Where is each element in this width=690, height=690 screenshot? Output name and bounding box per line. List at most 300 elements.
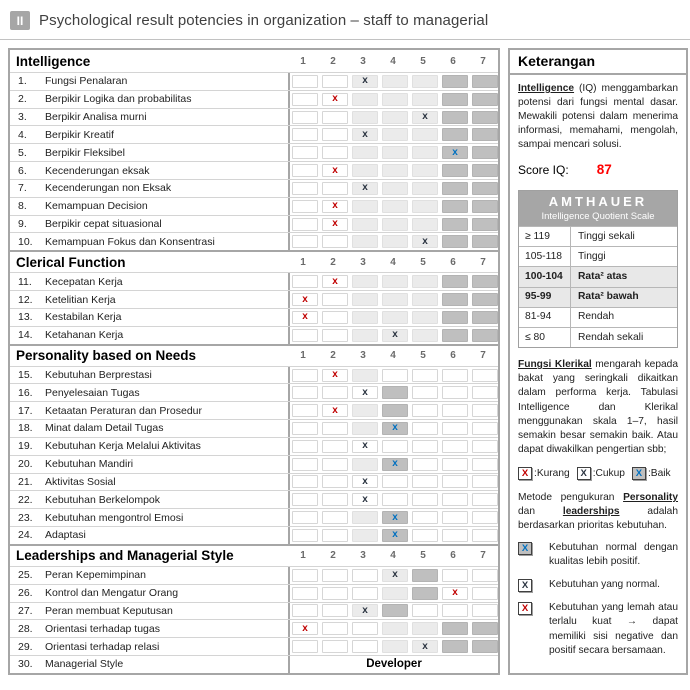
scale-column-header: 5 [420, 55, 426, 67]
rating-grid [288, 162, 498, 179]
rating-cell [352, 128, 378, 141]
row-number: 13. [18, 311, 33, 324]
page-title: Psychological result potencies in organization – staff to managerial [39, 12, 489, 29]
red-x-mark: x [332, 164, 338, 176]
iq-range-label: Rata² bawah [578, 291, 639, 303]
rating-cell [322, 369, 348, 382]
black-x-box-icon: X [518, 579, 532, 592]
row-number: 25. [18, 569, 33, 582]
table-row [10, 108, 498, 126]
rating-cell [382, 93, 408, 106]
blue-x-mark: x [452, 146, 458, 158]
row-number: 14. [18, 329, 33, 342]
rating-cell [472, 569, 498, 582]
main-content [0, 48, 690, 675]
rating-cell [352, 75, 378, 88]
rating-grid [288, 585, 498, 602]
row-label: Kecenderungan eksak [45, 164, 150, 177]
rating-grid [288, 91, 498, 108]
blue-x-mark: x [392, 422, 398, 434]
rating-cell [412, 640, 438, 653]
amthauer-scale-table [518, 190, 678, 348]
rating-cell [382, 235, 408, 248]
rating-grid [288, 474, 498, 491]
row-number: 8. [18, 200, 27, 213]
red-x-box-icon: X [518, 602, 532, 615]
rating-cell [412, 111, 438, 124]
rating-cell [322, 604, 348, 617]
rating-grid [288, 438, 498, 455]
rating-cell [412, 604, 438, 617]
rating-cell [442, 386, 468, 399]
legend-label: :Baik [647, 467, 671, 479]
rating-cell [292, 587, 318, 600]
scale-column-header: 2 [330, 350, 336, 362]
rating-cell [352, 275, 378, 288]
red-x-mark: x [332, 275, 338, 287]
blue-x-mark: x [392, 458, 398, 470]
rating-grid [288, 291, 498, 308]
rating-cell [442, 511, 468, 524]
rating-cell [352, 164, 378, 177]
rating-grid [288, 233, 498, 250]
table-row [10, 473, 498, 491]
rating-cell [382, 493, 408, 506]
table-row [10, 272, 498, 290]
row-label: Kebutuhan Kerja Melalui Aktivitas [45, 440, 201, 453]
rating-cell [292, 75, 318, 88]
iq-range: 95-99 [519, 288, 571, 307]
table-row [10, 232, 498, 250]
rating-cell [382, 164, 408, 177]
rating-grid [288, 603, 498, 620]
rating-cell [382, 75, 408, 88]
row-number: 17. [18, 404, 33, 417]
rating-cell [442, 604, 468, 617]
table-row [10, 72, 498, 90]
red-x-mark: x [302, 293, 308, 305]
scale-column-header: 3 [360, 55, 366, 67]
rating-cell [442, 200, 468, 213]
scale-mark-legend [518, 467, 678, 481]
scale-column-headers [288, 257, 498, 268]
section-header [10, 344, 498, 366]
row-label: Peran Kepemimpinan [45, 569, 146, 582]
iq-range-label: Tinggi sekali [578, 230, 635, 242]
scale-column-header: 1 [300, 55, 306, 67]
black-x-mark: x [422, 640, 428, 652]
rating-cell [472, 587, 498, 600]
black-x-mark: x [362, 386, 368, 398]
rating-cell [442, 587, 468, 600]
iq-range-label: Rendah [578, 311, 615, 323]
rating-cell [472, 235, 498, 248]
rating-cell [382, 128, 408, 141]
legend-item [518, 601, 678, 657]
row-number: 2. [18, 93, 27, 106]
black-x-mark: x [362, 128, 368, 140]
rating-cell [382, 569, 408, 582]
rating-cell [292, 182, 318, 195]
rating-cell [292, 529, 318, 542]
rating-cell [472, 475, 498, 488]
rating-cell [382, 111, 408, 124]
rating-cell [442, 275, 468, 288]
rating-cell [412, 235, 438, 248]
legend-item [518, 541, 678, 569]
row-label: Kemampuan Fokus dan Konsentrasi [45, 235, 215, 248]
row-number: 15. [18, 369, 33, 381]
legend-panel-body [510, 75, 686, 673]
rating-cell [292, 386, 318, 399]
rating-cell [472, 311, 498, 324]
rating-cell [382, 218, 408, 231]
rating-grid [288, 327, 498, 344]
intelligence-description [518, 82, 678, 152]
row-number: 16. [18, 386, 33, 399]
rating-grid [288, 367, 498, 384]
row-number: 21. [18, 475, 33, 488]
rating-cell [442, 440, 468, 453]
rating-cell [382, 640, 408, 653]
rating-cell [322, 293, 348, 306]
legend-description: Kebutuhan yang lemah atau terlalu kuat → dapat memiliki sisi negative dan positif secara bersamaan. [549, 602, 678, 656]
rating-cell [442, 164, 468, 177]
rating-cell [382, 587, 408, 600]
row-number: 3. [18, 111, 27, 124]
blue-x-box-icon: X [632, 467, 646, 480]
scale-column-header: 6 [450, 550, 456, 562]
amthauer-row [519, 266, 677, 286]
rating-cell [292, 622, 318, 635]
rating-cell [322, 93, 348, 106]
amthauer-row [519, 246, 677, 266]
rating-grid [288, 567, 498, 584]
section-number-badge: II [10, 11, 30, 30]
row-number: 9. [18, 218, 27, 231]
row-label: Orientasi terhadap relasi [45, 640, 160, 653]
rating-cell [472, 93, 498, 106]
rating-cell [322, 218, 348, 231]
rating-grid [288, 620, 498, 637]
blue-x-box-icon: X [518, 542, 532, 555]
rating-cell [472, 275, 498, 288]
row-number: 4. [18, 128, 27, 141]
rating-cell [412, 275, 438, 288]
rating-cell [472, 218, 498, 231]
rating-cell [442, 622, 468, 635]
rating-cell [322, 111, 348, 124]
scale-column-header: 3 [360, 550, 366, 562]
row-label: Berpikir Kreatif [45, 128, 114, 141]
row-label: Ketelitian Kerja [45, 293, 116, 306]
rating-cell [292, 604, 318, 617]
rating-cell [352, 182, 378, 195]
rating-cell [352, 293, 378, 306]
iq-range-label: Tinggi [578, 250, 606, 262]
rating-cell [352, 440, 378, 453]
rating-cell [352, 329, 378, 342]
blue-x-mark: x [392, 511, 398, 523]
rating-cell [472, 511, 498, 524]
rating-cell [352, 111, 378, 124]
table-row [10, 584, 498, 602]
scale-column-header: 1 [300, 350, 306, 362]
rating-cell [292, 235, 318, 248]
rating-cell [352, 200, 378, 213]
rating-cell [442, 93, 468, 106]
table-row [10, 419, 498, 437]
rating-cell [352, 587, 378, 600]
table-row [10, 179, 498, 197]
rating-cell [442, 218, 468, 231]
clerical-description [518, 358, 678, 457]
scale-column-header: 2 [330, 55, 336, 67]
rating-cell [292, 146, 318, 159]
rating-cell [382, 275, 408, 288]
rating-cell [352, 569, 378, 582]
rating-cell [412, 511, 438, 524]
rating-grid [288, 109, 498, 126]
rating-cell [292, 293, 318, 306]
red-x-box-icon: X [518, 467, 532, 480]
rating-cell [292, 164, 318, 177]
row-label: Peran membuat Keputusan [45, 604, 173, 617]
row-number: 6. [18, 164, 27, 177]
rating-cell [322, 440, 348, 453]
scale-column-header: 4 [390, 350, 396, 362]
rating-cell [472, 200, 498, 213]
rating-cell [472, 404, 498, 417]
rating-cell [292, 93, 318, 106]
row-number: 29. [18, 640, 33, 653]
rating-cell [442, 529, 468, 542]
row-label: Berpikir Fleksibel [45, 146, 125, 159]
table-row [10, 308, 498, 326]
rating-cell [322, 529, 348, 542]
rating-cell [352, 422, 378, 435]
rating-cell [442, 146, 468, 159]
rating-cell [442, 640, 468, 653]
rating-grid [288, 527, 498, 544]
rating-cell [352, 640, 378, 653]
rating-cell [292, 569, 318, 582]
row-number: 12. [18, 293, 33, 306]
rating-cell [382, 422, 408, 435]
rating-cell [322, 235, 348, 248]
red-x-mark: x [332, 369, 338, 380]
row-number: 27. [18, 604, 33, 617]
table-row [10, 161, 498, 179]
rating-cell [382, 529, 408, 542]
iq-range: ≥ 119 [519, 227, 571, 246]
scale-column-header: 1 [300, 256, 306, 268]
row-label: Kemampuan Decision [45, 200, 148, 213]
rating-cell [412, 311, 438, 324]
rating-grid [288, 216, 498, 233]
row-number: 7. [18, 182, 27, 195]
rating-cell [442, 493, 468, 506]
row-label: Kecepatan Kerja [45, 275, 123, 288]
amthauer-header [519, 191, 677, 226]
table-row [10, 619, 498, 637]
rating-cell [472, 164, 498, 177]
row-number: 18. [18, 422, 33, 435]
row-number: 28. [18, 622, 33, 635]
potency-table [8, 48, 500, 675]
rating-cell [472, 75, 498, 88]
rating-cell [292, 475, 318, 488]
rating-grid [288, 509, 498, 526]
rating-cell [292, 369, 318, 382]
rating-cell [412, 529, 438, 542]
rating-cell [352, 458, 378, 471]
black-x-mark: x [422, 111, 428, 123]
row-number: 20. [18, 458, 33, 471]
rating-cell [352, 386, 378, 399]
rating-cell [442, 128, 468, 141]
iq-range-label: Rendah sekali [578, 331, 644, 343]
rating-cell [292, 458, 318, 471]
scale-column-headers [288, 56, 498, 67]
rating-grid [288, 144, 498, 161]
rating-grid [288, 384, 498, 401]
rating-cell [322, 458, 348, 471]
rating-grid [288, 126, 498, 143]
rating-cell [322, 128, 348, 141]
rating-cell [412, 200, 438, 213]
rating-cell [412, 475, 438, 488]
black-x-mark: x [362, 604, 368, 616]
row-number: 10. [18, 235, 33, 248]
black-x-box-icon: X [577, 467, 591, 480]
amthauer-subtitle: Intelligence Quotient Scale [541, 210, 655, 222]
row-label: Kebutuhan Mandiri [45, 458, 134, 471]
scale-column-header: 7 [480, 350, 486, 362]
rating-cell [472, 182, 498, 195]
black-x-mark: x [422, 235, 428, 247]
rating-cell [412, 182, 438, 195]
rating-cell [472, 529, 498, 542]
rating-cell [412, 493, 438, 506]
rating-cell [412, 622, 438, 635]
rating-grid [288, 180, 498, 197]
rating-cell [292, 275, 318, 288]
red-x-mark: x [332, 93, 338, 105]
rating-cell [412, 569, 438, 582]
row-label: Orientasi terhadap tugas [45, 622, 160, 635]
scale-column-header: 3 [360, 350, 366, 362]
scale-column-header: 1 [300, 550, 306, 562]
managerial-style-value: Developer [288, 656, 498, 673]
rating-cell [472, 458, 498, 471]
legend-description: Kebutuhan yang normal. [549, 579, 661, 591]
black-x-mark: x [392, 329, 398, 341]
rating-cell [292, 111, 318, 124]
scale-column-header: 5 [420, 350, 426, 362]
amthauer-rows [519, 226, 677, 347]
rating-cell [352, 311, 378, 324]
rating-cell [472, 386, 498, 399]
row-number: 5. [18, 146, 27, 159]
rating-cell [292, 404, 318, 417]
rating-cell [412, 146, 438, 159]
rating-cell [472, 422, 498, 435]
rating-cell [322, 511, 348, 524]
rating-cell [292, 329, 318, 342]
rating-cell [382, 293, 408, 306]
red-x-mark: x [332, 218, 338, 230]
section-title: Clerical Function [16, 254, 126, 270]
rating-cell [382, 604, 408, 617]
scale-column-header: 5 [420, 550, 426, 562]
black-x-mark: x [362, 75, 368, 87]
table-row [10, 125, 498, 143]
rating-cell [472, 440, 498, 453]
rating-cell [472, 329, 498, 342]
rating-cell [322, 640, 348, 653]
rating-cell [412, 458, 438, 471]
rating-cell [382, 200, 408, 213]
rating-cell [382, 404, 408, 417]
section-header [10, 544, 498, 566]
rating-cell [352, 218, 378, 231]
page-header [0, 0, 690, 40]
rating-cell [472, 146, 498, 159]
rating-cell [292, 128, 318, 141]
rating-cell [292, 311, 318, 324]
scale-column-header: 7 [480, 550, 486, 562]
amthauer-row [519, 226, 677, 246]
table-row [10, 637, 498, 655]
amthauer-row [519, 307, 677, 327]
rating-cell [382, 440, 408, 453]
rating-grid [288, 309, 498, 326]
iq-range: 81-94 [519, 308, 571, 327]
rating-cell [442, 75, 468, 88]
rating-cell [322, 622, 348, 635]
rating-cell [472, 369, 498, 382]
red-x-mark: x [302, 622, 308, 634]
table-row [10, 566, 498, 584]
row-number: 24. [18, 529, 33, 542]
row-label: Kestabilan Kerja [45, 311, 122, 324]
row-label: Berpikir Analisa murni [45, 111, 147, 124]
rating-cell [472, 622, 498, 635]
rating-cell [442, 182, 468, 195]
rating-cell [322, 404, 348, 417]
rating-grid [288, 491, 498, 508]
section-header [10, 50, 498, 72]
rating-cell [322, 164, 348, 177]
row-label: Berpikir Logika dan probabilitas [45, 93, 192, 106]
iq-score-row [518, 161, 678, 180]
section-header [10, 250, 498, 272]
rating-cell [382, 146, 408, 159]
rating-cell [382, 386, 408, 399]
row-label: Adaptasi [45, 529, 86, 542]
row-label: Kebutuhan mengontrol Emosi [45, 511, 184, 524]
rating-cell [322, 182, 348, 195]
text-run: (IQ) menggambarkan potensi dari fungsi mental dasar. Mewakili potensi dalam menerima informasi, memahami, mengolah, sampai mencari solusi. [518, 83, 678, 151]
text-run: mengarah kepada bakat yang seringkali dikaitkan dalam performa kerja. Tabulasi Intelligence dan Klerikal menggunakan skala 1–7, hasil semakin besar semakin baik. Atau dapat diwakilkan pengertian sbb; [518, 359, 678, 455]
rating-cell [412, 404, 438, 417]
rating-cell [442, 422, 468, 435]
table-row [10, 401, 498, 419]
legend-panel [508, 48, 688, 675]
rating-cell [412, 440, 438, 453]
row-label: Kecenderungan non Eksak [45, 182, 172, 195]
